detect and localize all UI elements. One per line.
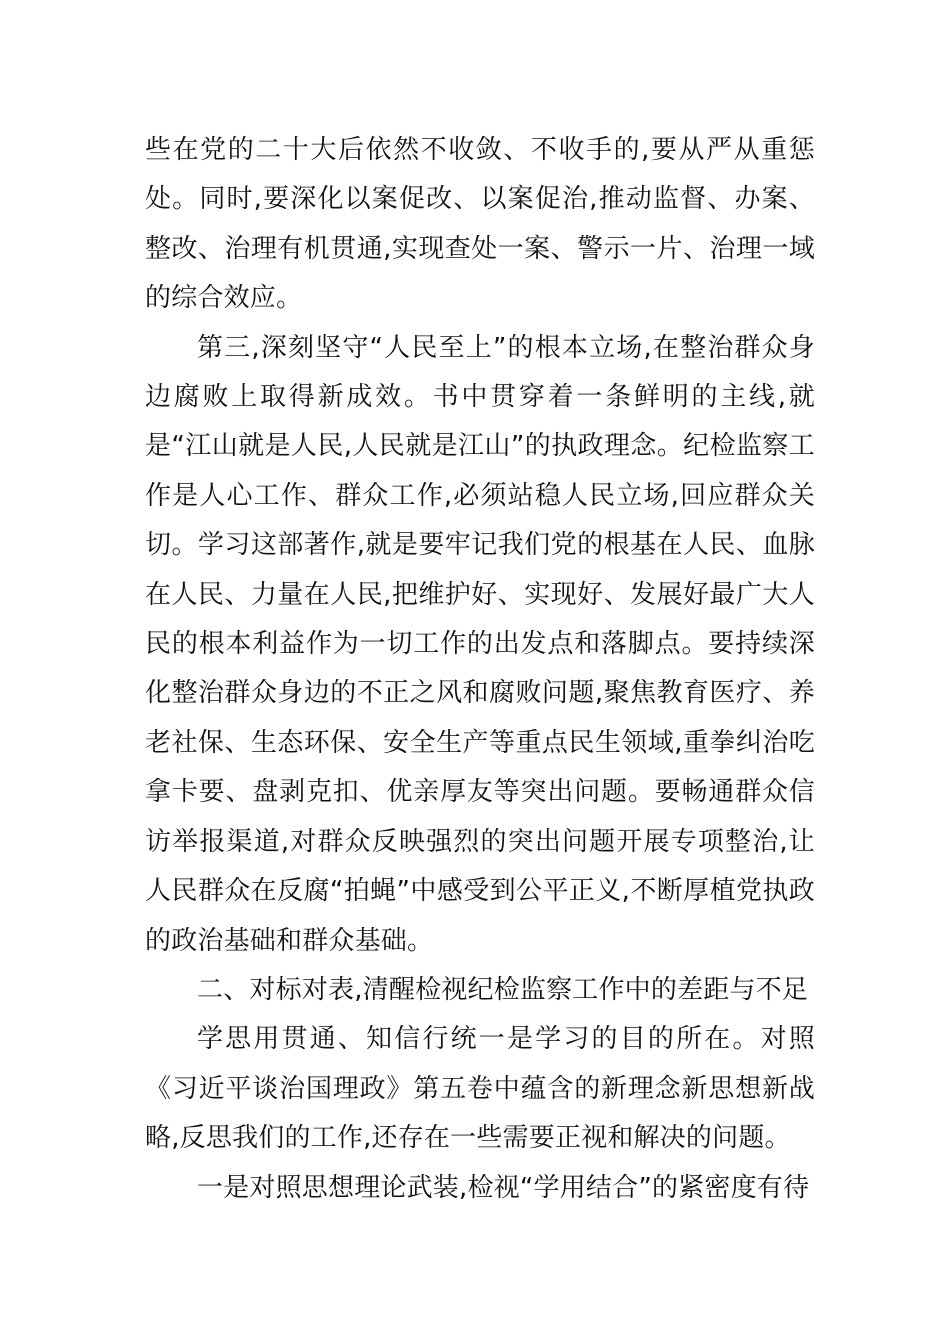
paragraph-intro: 学思用贯通、知信行统一是学习的目的所在。对照《习近平谈治国理政》第五卷中蕴含的新理念新思想新战略,反思我们的工作,还存在一些需要正视和解决的问题。 bbox=[145, 1024, 815, 1154]
section-heading-two: 二、对标对表,清醒检视纪检监察工作中的差距与不足 bbox=[197, 974, 809, 1005]
document-body bbox=[145, 126, 815, 1213]
paragraph-continuation: 些在党的二十大后依然不收敛、不收手的,要从严从重惩处。同时,要深化以案促改、以案促治,推动监督、办案、整改、治理有机贯通,实现查处一案、警示一片、治理一域的综合效应。 bbox=[145, 135, 815, 314]
paragraph-first-item: 一是对照思想理论武装,检视“学用结合”的紧密度有待 bbox=[197, 1172, 810, 1203]
paragraph-third-point: 第三,深刻坚守“人民至上”的根本立场,在整治群众身边腐败上取得新成效。书中贯穿着一条鲜明的主线,就是“江山就是人民,人民就是江山”的执政理念。纪检监察工作是人心工作、群众工作,必须站稳人民立场,回应群众关切。学习这部著作,就是要牢记我们党的根基在人民、血脉在人民、力量在人民,把维护好、实现好、发展好最广大人民的根本利益作为一切工作的出发点和落脚点。要持续深化整治群众身边的不正之风和腐败问题,聚焦教育医疗、养老社保、生态环保、安全生产等重点民生领域,重拳纠治吃拿卡要、盘剥克扣、优亲厚友等突出问题。要畅通群众信访举报渠道,对群众反映强烈的突出问题开展专项整治,让人民群众在反腐“拍蝇”中感受到公平正义,不断厚植党执政的政治基础和群众基础。 bbox=[145, 332, 815, 956]
